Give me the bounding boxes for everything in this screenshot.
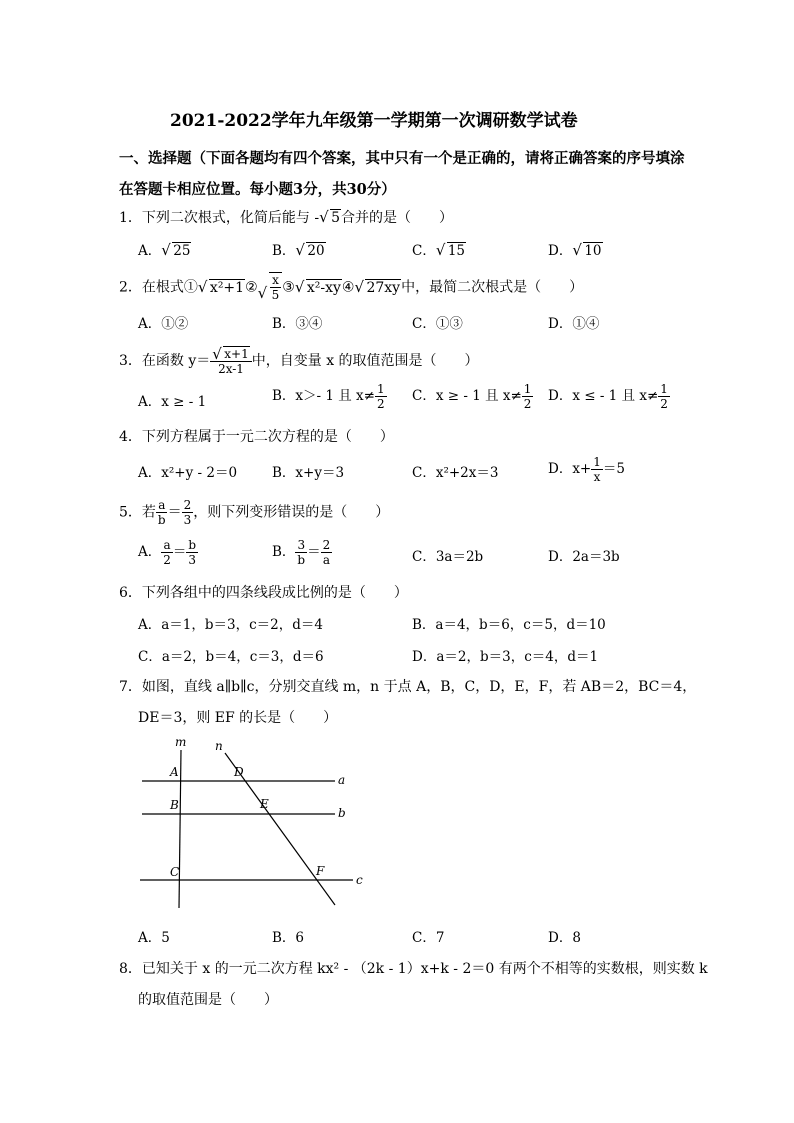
exam-title: 2021-2022学年九年级第一学期第一次调研数学试卷 bbox=[170, 111, 578, 131]
q7-option-b: B．6 bbox=[272, 930, 305, 946]
label-D: D bbox=[234, 765, 244, 779]
question-1-stem bbox=[119, 207, 453, 227]
q2-option-c: C．①③ bbox=[412, 316, 463, 332]
q1-radical: √ 5 bbox=[319, 208, 341, 226]
label-E: E bbox=[260, 797, 269, 811]
label-m: m bbox=[175, 735, 187, 749]
q3-option-a: A．x ≥ - 1 bbox=[138, 394, 207, 410]
q7-option-c: C．7 bbox=[412, 930, 445, 946]
question-6-stem: 6．下列各组中的四条线段成比例的是（ ） bbox=[119, 585, 408, 601]
question-4-stem: 4．下列方程属于一元二次方程的是（ ） bbox=[119, 429, 394, 445]
q6-option-a: A．a＝1，b＝3，c＝2，d＝4 bbox=[138, 617, 323, 633]
q5-option-d: D．2a＝3b bbox=[548, 549, 620, 565]
q6-option-d: D．a＝2，b＝3，c＝4，d＝1 bbox=[412, 649, 599, 665]
line-m bbox=[179, 750, 181, 908]
parallel-lines-figure bbox=[130, 730, 380, 910]
q1-stem-b: 合并的是（ ） bbox=[341, 210, 454, 226]
label-F: F bbox=[316, 864, 325, 878]
q1-stem-a: 1．下列二次根式，化简后能与 - bbox=[119, 210, 320, 226]
q4-option-d: D．x+ $\frac{1}{x}$ ＝5 bbox=[548, 455, 625, 484]
section-heading-2: 在答题卡相应位置。每小题3分，共30分） bbox=[119, 181, 396, 198]
label-A: A bbox=[170, 765, 179, 779]
q3-option-b: B．x＞- 1 且 x≠ $\frac{1}{2}$ bbox=[272, 382, 385, 411]
q6-option-b: B．a＝4，b＝6，c＝5，d＝10 bbox=[412, 617, 606, 633]
question-2-stem: 2．在根式① √ x²+1② √ $\frac{x}{5}$ ③ √ x²-xy④ √ 27xy中，最简二次根式是（ ） bbox=[119, 273, 584, 302]
label-B: B bbox=[170, 798, 179, 812]
q2-option-d: D．①④ bbox=[548, 316, 600, 332]
q3-option-d: D．x ≤ - 1 且 x≠ $\frac{1}{2}$ bbox=[548, 382, 668, 411]
q1-option-b: B． √ 20 bbox=[272, 241, 325, 259]
q5-option-c: C．3a＝2b bbox=[412, 549, 484, 565]
q7-option-d: D．8 bbox=[548, 930, 581, 946]
label-b: b bbox=[338, 806, 346, 820]
section-heading-1: 一、选择题（下面各题均有四个答案，其中只有一个是正确的，请将正确答案的序号填涂 bbox=[119, 150, 685, 167]
label-c: c bbox=[356, 873, 363, 887]
q5-option-a: A． $\frac{a}{2}$ ＝ $\frac{b}{3}$ bbox=[138, 538, 197, 567]
label-C: C bbox=[170, 865, 180, 879]
q4-option-c: C．x²+2x＝3 bbox=[412, 465, 499, 481]
label-n: n bbox=[215, 739, 223, 753]
q2-option-a: A．①② bbox=[138, 316, 189, 332]
question-5-stem: 5．若 $\frac{a}{b}$ ＝ $\frac{2}{3}$ ，则下列变形错误的是（ ） bbox=[119, 498, 390, 527]
q3-option-c: C．x ≥ - 1 且 x≠ $\frac{1}{2}$ bbox=[412, 382, 532, 411]
question-8-line1: 8．已知关于 x 的一元二次方程 kx² - （2k - 1）x+k - 2＝0 有两个不相等的实数根，则实数 k bbox=[119, 961, 708, 977]
question-8-line2: 的取值范围是（ ） bbox=[138, 992, 278, 1008]
q7-option-a: A．5 bbox=[138, 930, 170, 946]
question-7-line1: 7．如图，直线 a∥b∥c，分别交直线 m，n 于点 A，B，C，D，E，F，若 AB＝2，BC＝4， bbox=[119, 679, 697, 695]
q6-option-c: C．a＝2，b＝4，c＝3，d＝6 bbox=[138, 649, 324, 665]
q1-option-d: D． √ 10 bbox=[548, 241, 602, 259]
label-a: a bbox=[338, 773, 346, 787]
q5-option-b: B． $\frac{3}{b}$ ＝ $\frac{2}{a}$ bbox=[272, 538, 331, 567]
q1-option-c: C． √ 15 bbox=[412, 241, 466, 259]
question-7-line2: DE＝3，则 EF 的长是（ ） bbox=[138, 710, 338, 726]
question-3-stem: 3．在函数 y＝ √ x+1 2x-1 中，自变量 x 的取值范围是（ ） bbox=[119, 345, 479, 376]
q4-option-a: A．x²+y - 2＝0 bbox=[138, 465, 238, 481]
q4-option-b: B．x+y＝3 bbox=[272, 465, 345, 481]
q2-option-b: B．③④ bbox=[272, 316, 323, 332]
q1-option-a: A． √ 25 bbox=[138, 241, 191, 259]
